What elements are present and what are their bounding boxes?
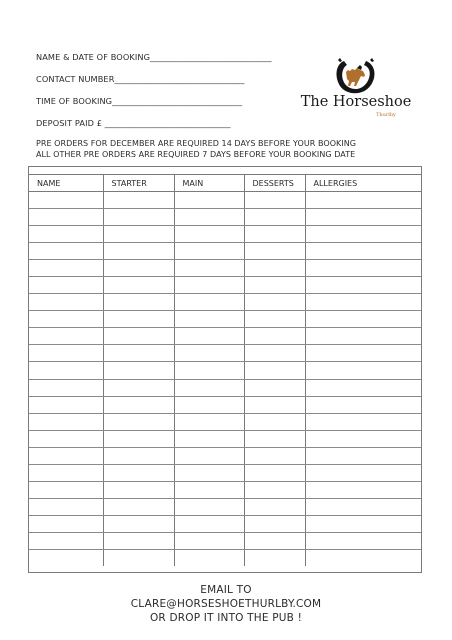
cell-starter[interactable] <box>103 345 174 362</box>
header-allergies: ALLERGIES <box>305 175 421 192</box>
time-of-booking-field[interactable]: TIME OF BOOKING_______________________________ <box>36 96 243 106</box>
cell-desserts[interactable] <box>244 294 305 311</box>
cell-allergies[interactable] <box>305 413 421 430</box>
horseshoe-logo <box>300 58 412 122</box>
table-row <box>29 430 421 447</box>
cell-starter[interactable] <box>103 549 174 566</box>
cell-allergies[interactable] <box>305 243 421 260</box>
cell-allergies[interactable] <box>305 379 421 396</box>
cell-name[interactable] <box>29 447 103 464</box>
cell-name[interactable] <box>29 532 103 549</box>
cell-name[interactable] <box>29 464 103 481</box>
table-row <box>29 498 421 515</box>
cell-starter[interactable] <box>103 209 174 226</box>
cell-allergies[interactable] <box>305 464 421 481</box>
cell-name[interactable] <box>29 515 103 532</box>
table-row <box>29 396 421 413</box>
preorder-note-december: PRE ORDERS FOR DECEMBER ARE REQUIRED 14 DAYS BEFORE YOUR BOOKING <box>36 139 357 148</box>
cell-name[interactable] <box>29 328 103 345</box>
header-starter: STARTER <box>103 175 174 192</box>
cell-name[interactable] <box>29 413 103 430</box>
cell-main[interactable] <box>174 362 244 379</box>
table-row <box>29 447 421 464</box>
cell-main[interactable] <box>174 294 244 311</box>
cell-name[interactable] <box>29 192 103 209</box>
cell-desserts[interactable] <box>244 430 305 447</box>
table-row <box>29 481 421 498</box>
cell-main[interactable] <box>174 209 244 226</box>
cell-allergies[interactable] <box>305 549 421 566</box>
cell-desserts[interactable] <box>244 243 305 260</box>
table-header-row <box>29 175 421 192</box>
preorder-table <box>28 166 422 573</box>
cell-desserts[interactable] <box>244 192 305 209</box>
table-row <box>29 379 421 396</box>
cell-main[interactable] <box>174 498 244 515</box>
cell-main[interactable] <box>174 447 244 464</box>
cell-allergies[interactable] <box>305 532 421 549</box>
cell-desserts[interactable] <box>244 311 305 328</box>
cell-main[interactable] <box>174 413 244 430</box>
table-row <box>29 515 421 532</box>
cell-allergies[interactable] <box>305 192 421 209</box>
cell-name[interactable] <box>29 345 103 362</box>
cell-name[interactable] <box>29 498 103 515</box>
cell-desserts[interactable] <box>244 413 305 430</box>
cell-desserts[interactable] <box>244 481 305 498</box>
cell-allergies[interactable] <box>305 515 421 532</box>
table-row <box>29 532 421 549</box>
cell-desserts[interactable] <box>244 328 305 345</box>
table-row <box>29 209 421 226</box>
table-row <box>29 277 421 294</box>
cell-allergies[interactable] <box>305 481 421 498</box>
cell-main[interactable] <box>174 515 244 532</box>
table-row <box>29 345 421 362</box>
cell-desserts[interactable] <box>244 226 305 243</box>
table-row <box>29 192 421 209</box>
cell-starter[interactable] <box>103 192 174 209</box>
table-row <box>29 260 421 277</box>
cell-desserts[interactable] <box>244 515 305 532</box>
cell-allergies[interactable] <box>305 260 421 277</box>
cell-main[interactable] <box>174 311 244 328</box>
cell-desserts[interactable] <box>244 464 305 481</box>
deposit-paid-field[interactable]: DEPOSIT PAID £ ______________________________ <box>36 118 231 128</box>
cell-starter[interactable] <box>103 447 174 464</box>
cell-starter[interactable] <box>103 328 174 345</box>
preorder-note-other: ALL OTHER PRE ORDERS ARE REQUIRED 7 DAYS BEFORE YOUR BOOKING DATE <box>36 150 356 159</box>
cell-main[interactable] <box>174 532 244 549</box>
footer-drop-off: OR DROP IT INTO THE PUB ! <box>149 612 303 624</box>
cell-starter[interactable] <box>103 226 174 243</box>
cell-name[interactable] <box>29 226 103 243</box>
cell-desserts[interactable] <box>244 260 305 277</box>
cell-starter[interactable] <box>103 481 174 498</box>
cell-main[interactable] <box>174 464 244 481</box>
table-top-band <box>29 167 421 175</box>
table-body <box>29 192 421 567</box>
footer-email-to: EMAIL TO <box>200 584 252 596</box>
cell-starter[interactable] <box>103 515 174 532</box>
cell-allergies[interactable] <box>305 498 421 515</box>
footer-email-address[interactable]: CLARE@HORSESHOETHURLBY.COM <box>130 598 322 610</box>
cell-main[interactable] <box>174 379 244 396</box>
table-row <box>29 226 421 243</box>
cell-name[interactable] <box>29 209 103 226</box>
cell-starter[interactable] <box>103 532 174 549</box>
cell-main[interactable] <box>174 192 244 209</box>
cell-desserts[interactable] <box>244 277 305 294</box>
cell-starter[interactable] <box>103 430 174 447</box>
logo-subtitle: Thurlby <box>376 112 396 118</box>
cell-desserts[interactable] <box>244 209 305 226</box>
cell-starter[interactable] <box>103 413 174 430</box>
header-main: MAIN <box>174 175 244 192</box>
cell-main[interactable] <box>174 243 244 260</box>
header-desserts: DESSERTS <box>244 175 305 192</box>
cell-starter[interactable] <box>103 243 174 260</box>
cell-main[interactable] <box>174 328 244 345</box>
cell-name[interactable] <box>29 277 103 294</box>
cell-name[interactable] <box>29 243 103 260</box>
name-date-field[interactable]: NAME & DATE OF BOOKING_____________________________ <box>36 52 272 62</box>
table-row <box>29 243 421 260</box>
cell-main[interactable] <box>174 260 244 277</box>
cell-starter[interactable] <box>103 379 174 396</box>
cell-desserts[interactable] <box>244 447 305 464</box>
cell-name[interactable] <box>29 396 103 413</box>
cell-starter[interactable] <box>103 311 174 328</box>
cell-name[interactable] <box>29 311 103 328</box>
cell-starter[interactable] <box>103 464 174 481</box>
cell-allergies[interactable] <box>305 396 421 413</box>
cell-name[interactable] <box>29 260 103 277</box>
table-row <box>29 464 421 481</box>
cell-main[interactable] <box>174 481 244 498</box>
cell-starter[interactable] <box>103 277 174 294</box>
cell-desserts[interactable] <box>244 532 305 549</box>
cell-allergies[interactable] <box>305 430 421 447</box>
cell-name[interactable] <box>29 294 103 311</box>
cell-starter[interactable] <box>103 362 174 379</box>
contact-number-field[interactable]: CONTACT NUMBER_______________________________ <box>36 74 245 84</box>
cell-main[interactable] <box>174 396 244 413</box>
cell-main[interactable] <box>174 277 244 294</box>
cell-starter[interactable] <box>103 294 174 311</box>
cell-starter[interactable] <box>103 498 174 515</box>
cell-allergies[interactable] <box>305 226 421 243</box>
cell-allergies[interactable] <box>305 277 421 294</box>
table-row <box>29 294 421 311</box>
horseshoe-horse-icon <box>300 58 412 98</box>
cell-allergies[interactable] <box>305 209 421 226</box>
cell-allergies[interactable] <box>305 294 421 311</box>
table-row <box>29 549 421 566</box>
cell-name[interactable] <box>29 379 103 396</box>
cell-desserts[interactable] <box>244 345 305 362</box>
cell-name[interactable] <box>29 362 103 379</box>
cell-main[interactable] <box>174 345 244 362</box>
cell-allergies[interactable] <box>305 311 421 328</box>
table-row <box>29 328 421 345</box>
cell-allergies[interactable] <box>305 362 421 379</box>
cell-starter[interactable] <box>103 260 174 277</box>
cell-desserts[interactable] <box>244 362 305 379</box>
table-row <box>29 362 421 379</box>
logo-title: The Horseshoe <box>300 94 412 110</box>
cell-allergies[interactable] <box>305 328 421 345</box>
cell-main[interactable] <box>174 549 244 566</box>
cell-allergies[interactable] <box>305 345 421 362</box>
cell-main[interactable] <box>174 226 244 243</box>
cell-name[interactable] <box>29 430 103 447</box>
cell-main[interactable] <box>174 430 244 447</box>
cell-starter[interactable] <box>103 396 174 413</box>
header-name: NAME <box>29 175 103 192</box>
cell-allergies[interactable] <box>305 447 421 464</box>
cell-name[interactable] <box>29 481 103 498</box>
cell-desserts[interactable] <box>244 396 305 413</box>
cell-desserts[interactable] <box>244 498 305 515</box>
preorder-grid <box>29 175 421 566</box>
table-row <box>29 413 421 430</box>
cell-desserts[interactable] <box>244 549 305 566</box>
table-row <box>29 311 421 328</box>
cell-desserts[interactable] <box>244 379 305 396</box>
cell-name[interactable] <box>29 549 103 566</box>
